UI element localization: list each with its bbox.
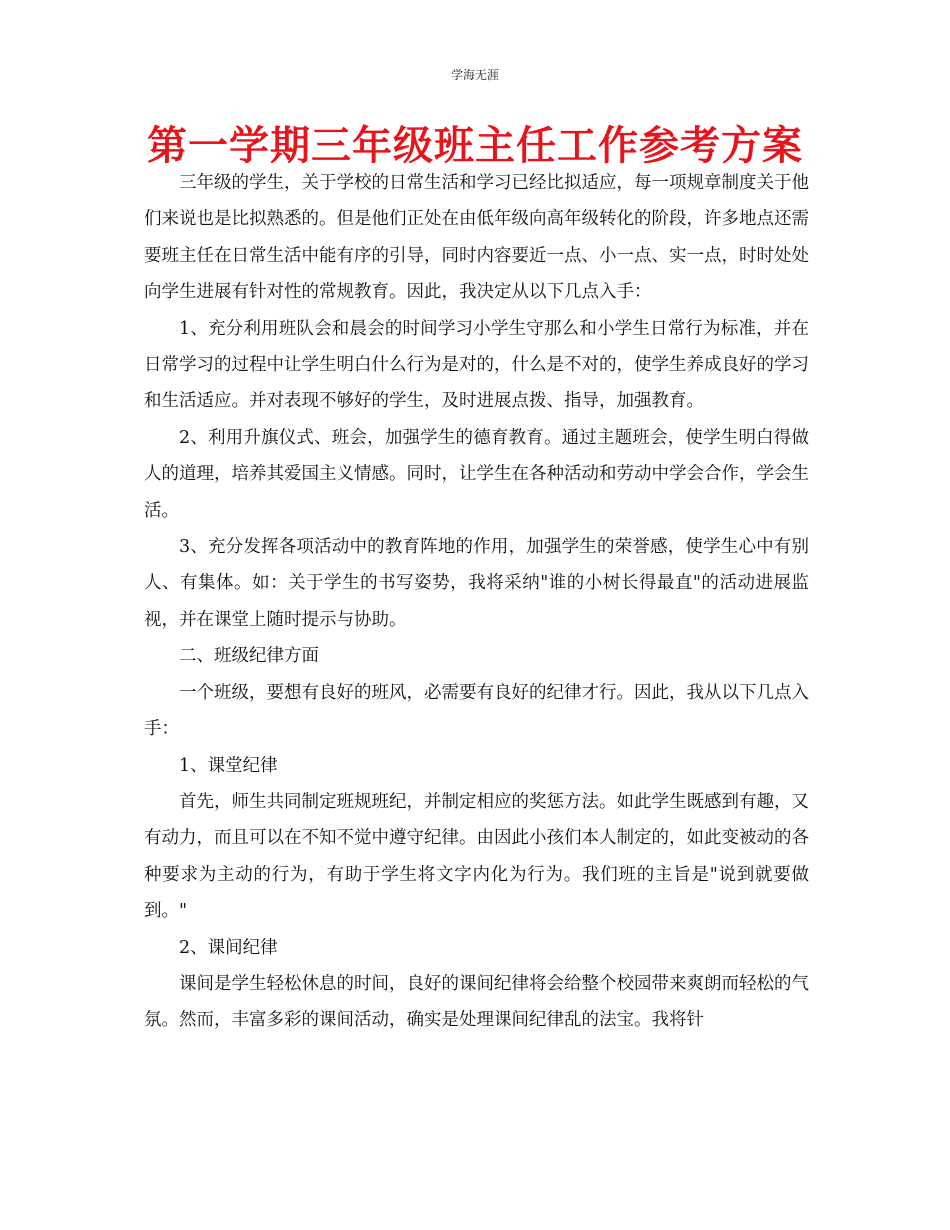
paragraph: 1、充分利用班队会和晨会的时间学习小学生守那么和小学生日常行为标准，并在日常学习的过程中让学生明白什么行为是对的，什么是不对的，使学生养成良好的学习和生活适应。并对表现不够好的学生，及时进展点拨、指导，加强教育。 <box>144 318 809 412</box>
paragraph: 三年级的学生，关于学校的日常生活和学习已经比拟适应，每一项规章制度关于他们来说也是比拟熟悉的。但是他们正处在由低年级向高年级转化的阶段，许多地点还需要班主任在日常生活中能有序的引导，同时内容要近一点、小一点、实一点，时时处处向学生进展有针对性的常规教育。因此，我决定从以下几点入手： <box>144 173 809 303</box>
document-title: 第一学期三年级班主任工作参考方案 <box>147 123 803 169</box>
page-header: 学海无涯 <box>450 68 499 82</box>
paragraph: 2、利用升旗仪式、班会，加强学生的德育教育。通过主题班会，使学生明白得做人的道理，培养其爱国主义情感。同时，让学生在各种活动和劳动中学会合作，学会生活。 <box>144 427 809 521</box>
section-heading: 二、班级纪律方面 <box>179 646 319 667</box>
paragraph: 一个班级，要想有良好的班风，必需要有良好的纪律才行。因此，我从以下几点入手： <box>144 682 809 740</box>
subsection-heading: 1、课堂纪律 <box>179 755 278 776</box>
paragraph: 首先，师生共同制定班规班纪，并制定相应的奖惩方法。如此学生既感到有趣，又有动力，而且可以在不知不觉中遵守纪律。由因此小孩们本人制定的，如此变被动的各种要求为主动的行为，有助于学生将文字内化为行为。我们班的主旨是"说到就要做到。" <box>144 791 809 922</box>
paragraph: 3、充分发挥各项活动中的教育阵地的作用，加强学生的荣誉感，使学生心中有别人、有集体。如：关于学生的书写姿势，我将采纳"谁的小树长得最直"的活动进展监视，并在课堂上随时提示与协助。 <box>144 537 809 630</box>
document-body <box>144 165 809 1039</box>
paragraph: 课间是学生轻松休息的时间，良好的课间纪律将会给整个校园带来爽朗而轻松的气氛。然而，丰富多彩的课间活动，确实是处理课间纪律乱的法宝。我将针 <box>144 973 809 1031</box>
subsection-heading: 2、课间纪律 <box>179 937 278 958</box>
